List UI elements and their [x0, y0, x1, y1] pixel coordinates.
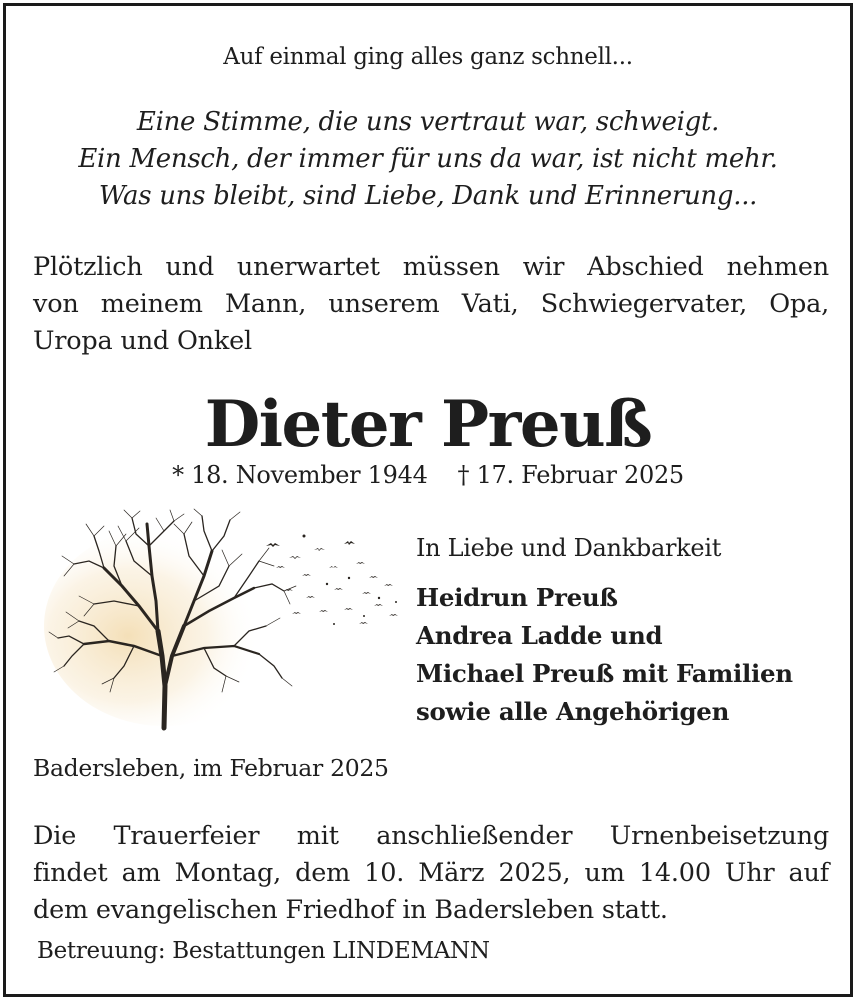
ceremony-line: Die Trauerfeier mit anschließender Urnenbeisetzung: [33, 821, 829, 851]
verse-line: Ein Mensch, der immer für uns da war, ist nicht mehr.: [78, 144, 778, 174]
intro-line: Auf einmal ging alles ganz schnell...: [223, 44, 633, 70]
ceremony-line: findet am Montag, dem 10. März 2025, um 14.00 Uhr auf: [33, 858, 829, 888]
funeral-home: Betreuung: Bestattungen LINDEMANN: [37, 938, 490, 964]
mourner: Andrea Ladde und: [416, 621, 663, 650]
place-date: Badersleben, im Februar 2025: [33, 754, 389, 782]
mourner: Michael Preuß mit Familien: [416, 659, 793, 688]
announcement-line: von meinem Mann, unserem Vati, Schwiegervater, Opa,: [33, 289, 829, 319]
mourners-list: [416, 579, 793, 731]
mourner: Heidrun Preuß: [416, 583, 618, 612]
verse-line: Was uns bleibt, sind Liebe, Dank und Erinnerung...: [98, 181, 758, 211]
obituary-notice: [3, 3, 853, 997]
dedication: In Liebe und Dankbarkeit: [416, 534, 722, 562]
tree-with-birds-illustration: [44, 506, 404, 731]
ceremony-line: dem evangelischen Friedhof in Badersleben statt.: [33, 895, 668, 925]
deceased-name: Dieter Preuß: [204, 387, 652, 462]
verse-line: Eine Stimme, die uns vertraut war, schweigt.: [136, 107, 720, 137]
life-dates: [6, 461, 850, 489]
announcement-line: Plötzlich und unerwartet müssen wir Abschied nehmen: [33, 252, 829, 282]
mourner: sowie alle Angehörigen: [416, 697, 730, 726]
announcement-line: Uropa und Onkel: [33, 326, 252, 356]
ceremony-info: [33, 818, 829, 929]
announcement: [33, 249, 829, 360]
birth-date: * 18. November 1944: [172, 461, 428, 489]
death-date: † 17. Februar 2025: [457, 461, 684, 489]
verse: [6, 104, 850, 215]
